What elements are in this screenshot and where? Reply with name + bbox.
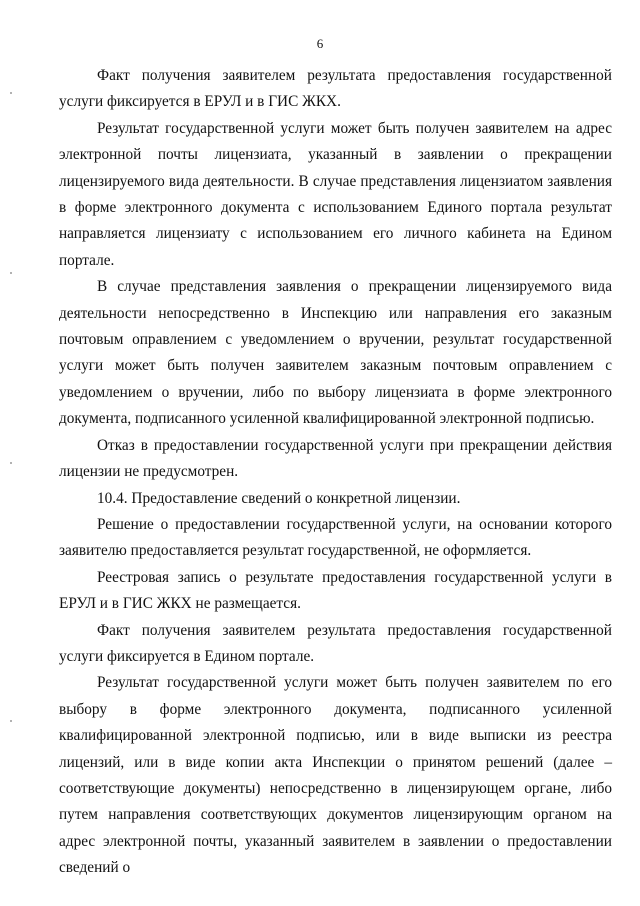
scan-mark xyxy=(10,462,12,464)
paragraph: Факт получения заявителем результата предоставления государственной услуги фиксируется в Едином портале. xyxy=(59,621,612,665)
paragraph: Результат государственной услуги может быть получен заявителем на адрес электронной почты лицензиата, указанный в заявлении о прекращении лицензируемого вида деятельности. В случае представления лицензиатом заявления в форме электронного документа с использованием Единого портала результат направляется лицензиату с использованием его личного кабинета на Едином портале. xyxy=(59,119,612,269)
scan-mark xyxy=(10,720,12,722)
paragraph: Реестровая запись о результате предоставления государственной услуги в ЕРУЛ и в ГИС ЖКХ не размещается. xyxy=(59,568,612,613)
paragraph: Факт получения заявителем результата предоставления государственной услуги фиксируется в ЕРУЛ и в ГИС ЖКХ. xyxy=(59,67,612,111)
paragraph: Отказ в предоставлении государственной услуги при прекращении действия лицензии не предусмотрен. xyxy=(59,436,612,481)
section-heading: 10.4. Предоставление сведений о конкретной лицензии. xyxy=(97,489,461,507)
paragraph: Решение о предоставлении государственной услуги, на основании которого заявителю предоставляется результат государственной, не оформляется. xyxy=(59,515,612,560)
paragraph: В случае представления заявления о прекращении лицензируемого вида деятельности непосредственно в Инспекцию или направления его заказным почтовым оправлением с уведомлением о вручении, результат государственной услуги может быть получен заявителем заказным почтовым оправлением с уведомлением о вручении, либо по выбору лицензиата в форме электронного документа, подписанного усиленной квалифицированной электронной подписью. xyxy=(59,278,612,428)
page-number: 6 xyxy=(316,36,324,51)
scan-mark xyxy=(10,92,12,94)
document-body xyxy=(59,63,612,882)
scan-mark xyxy=(10,272,12,274)
paragraph: Результат государственной услуги может быть получен заявителем по его выбору в форме электронного документа, подписанного усиленной квалифицированной электронной подписью, или в виде выписки из реестра лицензий, или в виде копии акта Инспекции о принятом решений (далее – соответствующие документы) непосредственно в лицензирующем органе, либо путем направления соответствующих документов лицензирующим органом на адрес электронной почты, указанный заявителем в заявлении о предоставлении сведений о xyxy=(59,674,612,877)
